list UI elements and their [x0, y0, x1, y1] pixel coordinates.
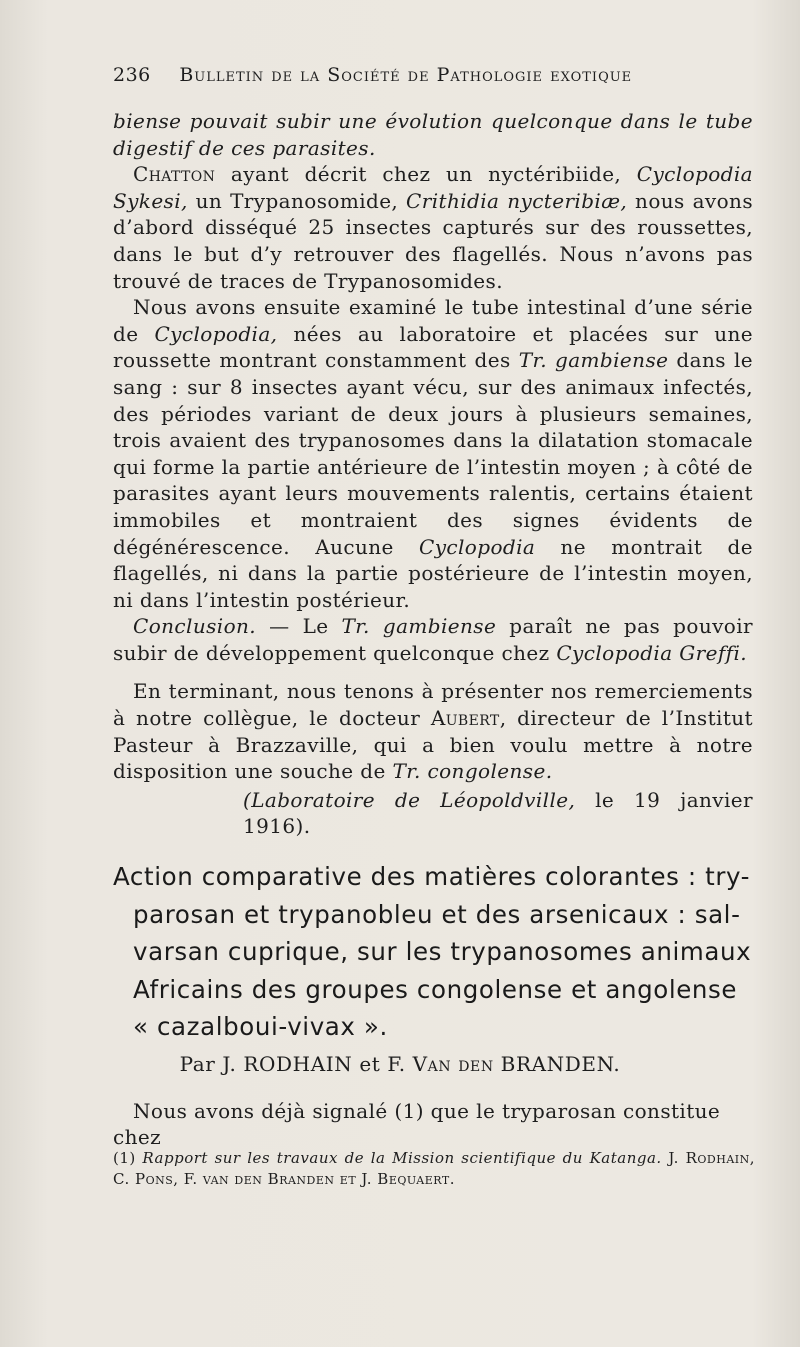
article-body — [113, 108, 753, 840]
species-name: Tr. gambiense — [518, 348, 669, 373]
paragraph-examination — [113, 294, 753, 613]
paragraph-text: En terminant, nous tenons à présenter nos remerciements à notre collègue, le docteur — [113, 679, 753, 731]
page-number: 236 — [113, 64, 151, 86]
signature-line — [243, 787, 753, 840]
paragraph-text: nous avons d’abord disséqué 25 insectes capturés sur des roussettes, dans le but d’y retrouver des flagellés. Nous n’avons pas trouvé de traces de Trypanosomides. — [113, 188, 753, 293]
byline-text: BRANDEN. — [493, 1052, 621, 1076]
paragraph-conclusion — [113, 613, 753, 666]
footnote-reference: Rapport sur les travaux de la Mission scientifique du Katanga. — [142, 1149, 662, 1167]
article-first-line: Nous avons déjà signalé (1) que le tryparosan constitue chez — [113, 1099, 721, 1149]
paragraph-text: ne montrait de flagellés, ni dans la partie postérieure de l’intestin moyen, ni dans l’intestin postérieur. — [113, 534, 753, 612]
byline-text: Par J. RODHAIN et F. — [179, 1052, 413, 1076]
paragraph-text: nées au laboratoire et placées sur une roussette montrant constamment des — [113, 321, 753, 373]
paragraph-text: — Le — [256, 614, 342, 639]
paragraph-text: un Trypanosomide, — [187, 188, 407, 213]
paragraph-text: Nous avons ensuite examiné le tube intestinal d’une série de — [113, 295, 753, 346]
title-line: « cazalboui-vivax ». — [133, 1012, 388, 1041]
paragraph-continuation — [113, 108, 753, 161]
paragraph-text: ayant décrit chez un nyctéribiide, — [215, 162, 637, 187]
footnote-authors: J. Rodhain, C. Pons, F. van den Branden et J. Bequaert. — [113, 1149, 756, 1188]
title-line: varsan cuprique, sur les trypanosomes animaux — [133, 937, 752, 966]
author-name: Aubert — [430, 706, 500, 731]
article-title — [113, 858, 758, 1046]
paragraph-text: dans le sang : sur 8 insectes ayant vécu, sur des animaux infectés, des périodes variant de deux jours à plusieurs semaines, trois avaient des trypanosomes dans la dilatation stomacale qui forme la partie antérieure de l’intestin moyen ; à côté de parasites ayant leurs mouvements ralentis, certains étaient immobiles et montraient des signes évidents de dégénérescence. Aucune — [113, 348, 753, 559]
footnote-marker: (1) — [113, 1149, 143, 1167]
species-name: Cyclopodia — [419, 534, 536, 559]
title-line: Africains des groupes congolense et angolense — [133, 974, 738, 1004]
paragraph-chatton — [113, 161, 753, 294]
paragraph-text: biense pouvait subir une évolution quelconque dans le tube digestif de ces parasites. — [113, 109, 753, 160]
species-name: Cyclopodia, — [154, 321, 278, 346]
byline — [0, 1052, 800, 1076]
laboratory-name: (Laboratoire de Léopoldville, — [243, 787, 576, 812]
species-name: Cyclopodia Greffi. — [556, 640, 748, 665]
running-head — [113, 64, 753, 86]
signature-date: le 19 janvier 1916). — [243, 787, 754, 839]
byline-text: Van den — [412, 1052, 494, 1076]
species-name: Tr. gambiense — [341, 614, 497, 639]
footnote — [113, 1148, 755, 1190]
author-name: Chatton — [133, 162, 216, 187]
species-name: Cyclopodia Sykesi, — [113, 162, 753, 213]
title-line: Action comparative des matières colorantes : try- — [113, 862, 751, 891]
title-line: parosan et trypanobleu et des arsenicaux : sal- — [133, 899, 741, 929]
species-name: Crithidia nycteribiæ, — [406, 188, 628, 213]
journal-title: Bulletin de la Société de Pathologie exotique — [179, 64, 633, 86]
conclusion-label: Conclusion. — [133, 614, 257, 639]
paragraph-text: , directeur de l’Institut Pasteur à Brazzaville, qui a bien voulu mettre à notre disposition une souche de — [113, 706, 753, 784]
species-name: Tr. congolense. — [392, 759, 553, 784]
paragraph-text: paraît ne pas pouvoir subir de développement quelconque chez — [113, 614, 754, 665]
paragraph-acknowledgement — [113, 678, 753, 784]
